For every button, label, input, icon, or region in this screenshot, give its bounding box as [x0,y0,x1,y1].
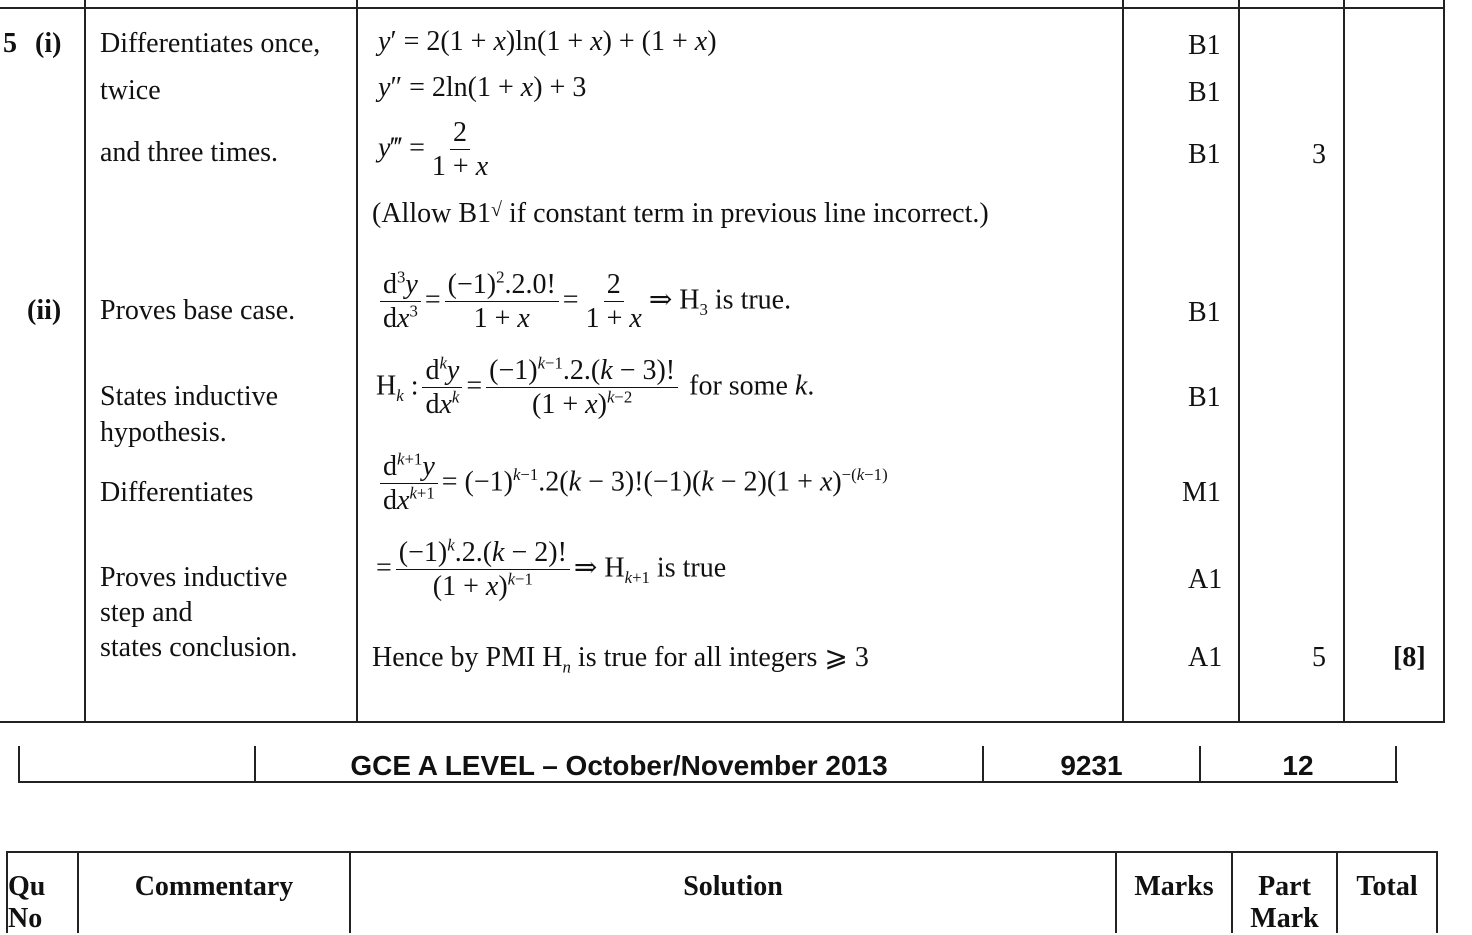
allow-note-text: (Allow B1 [372,198,491,229]
solution-differentiate: $\frac{d^{k+1}y}{dx^{k+1}}$ = $(-1)^{k-1}.2(k - 3)!(-1)(k - 2)(1 + x)^{-(k-1)}$ [376,452,888,516]
solution-third-derivative: y‴ = $\frac{2}{1 + x}$ [378,117,489,183]
mark-4: B1 [1188,297,1221,328]
header-part-line2: Mark [1250,903,1319,935]
solution-base-case: $\frac{d^3y}{dx^3}$ = $\frac{(-1)^2.2.0!}{1 + x}$ = $\frac{2}{1 + x}$ ⇒ $H_3$ is true. [376,270,791,334]
part-mark-1: 3 [1312,139,1326,170]
solution-allow-note [372,200,989,228]
header-qu-line1: Qu [8,871,46,902]
question-part-ii: (ii) [27,295,62,326]
mark-7: A1 [1188,564,1223,595]
commentary-4: Proves base case. [100,295,296,326]
table-top-border [0,7,1445,9]
commentary-7c: states conclusion. [100,632,298,663]
commentary-3: and three times. [100,137,279,168]
col-divider-solution [1122,0,1124,722]
header-qu [8,871,45,935]
page-header-title: GCE A LEVEL – October/November 2013 [350,750,888,781]
col-divider-part [1343,0,1345,722]
commentary-7a: Proves inductive [100,562,288,593]
solution-inductive-step: = $\frac{(-1)^k.2.(k - 2)!}{(1 + x)^{k-1}}$ ⇒ $H_{k+1}$ is true [376,535,727,603]
header-part-mark [1233,871,1336,935]
question-part-i: (i) [35,28,62,59]
mark-8: A1 [1188,642,1223,673]
solution-second-derivative: y″ = 2ln(1 + x) + 3 [378,72,587,103]
page-header-left-edge [18,746,20,782]
conclusion-b: is true for all integers ⩾ 3 [570,642,869,673]
header-qu-line2: No [8,903,43,935]
commentary-2: twice [100,75,161,106]
hyp-tail: for some [689,370,788,402]
mark-2: B1 [1188,77,1221,108]
commentary-5a: States inductive [100,381,279,412]
lower-table-top-border [6,851,1438,853]
commentary-1: Differentiates once, [100,28,321,59]
page-header-paper: 12 [1282,750,1314,781]
commentary-6: Differentiates [100,477,254,508]
follow-through-tick-icon: √ [491,199,502,221]
col-divider-commentary [356,0,358,722]
total-mark: [8] [1393,642,1426,673]
mark-6: M1 [1182,477,1221,508]
mark-5: B1 [1188,382,1221,413]
header-marks: Marks [1134,871,1214,902]
table-bottom-border [0,721,1445,723]
part-mark-2: 5 [1312,642,1326,673]
mark-1: B1 [1188,30,1221,61]
base-tail: is true. [714,284,792,316]
header-commentary: Commentary [134,871,294,902]
solution-first-derivative: y′ = 2(1 + x)ln(1 + x) + (1 + x) [378,26,717,57]
page-header-right-edge [1395,746,1397,782]
commentary-5b: hypothesis. [100,417,227,448]
commentary-7b: step and [100,597,193,628]
solution-hypothesis: $H_k$ : $\frac{d^ky}{dx^k}$ = $\frac{(-1)^{k-1}.2.(k - 3)!}{(1 + x)^{k-2}}$ for some k. [376,353,815,421]
mark-3: B1 [1188,139,1221,170]
allow-note-end: if constant term in previous line incorrect.) [501,198,989,229]
table-right-border [1443,0,1445,722]
question-number: 5 [3,28,17,59]
col-divider-qu [84,0,86,722]
lower-table-right-border [1436,851,1438,933]
step-tail: is true [656,552,727,584]
solution-conclusion: Hence by PMI $H_n$ is true for all integers ⩾ 3 [372,642,869,677]
header-total: Total [1356,871,1418,902]
header-solution: Solution [683,871,783,902]
page-header-syllabus: 9231 [1060,750,1123,781]
col-divider-marks [1238,0,1240,722]
header-part-line1: Part [1258,871,1311,902]
conclusion-a: Hence by PMI H [372,642,563,673]
